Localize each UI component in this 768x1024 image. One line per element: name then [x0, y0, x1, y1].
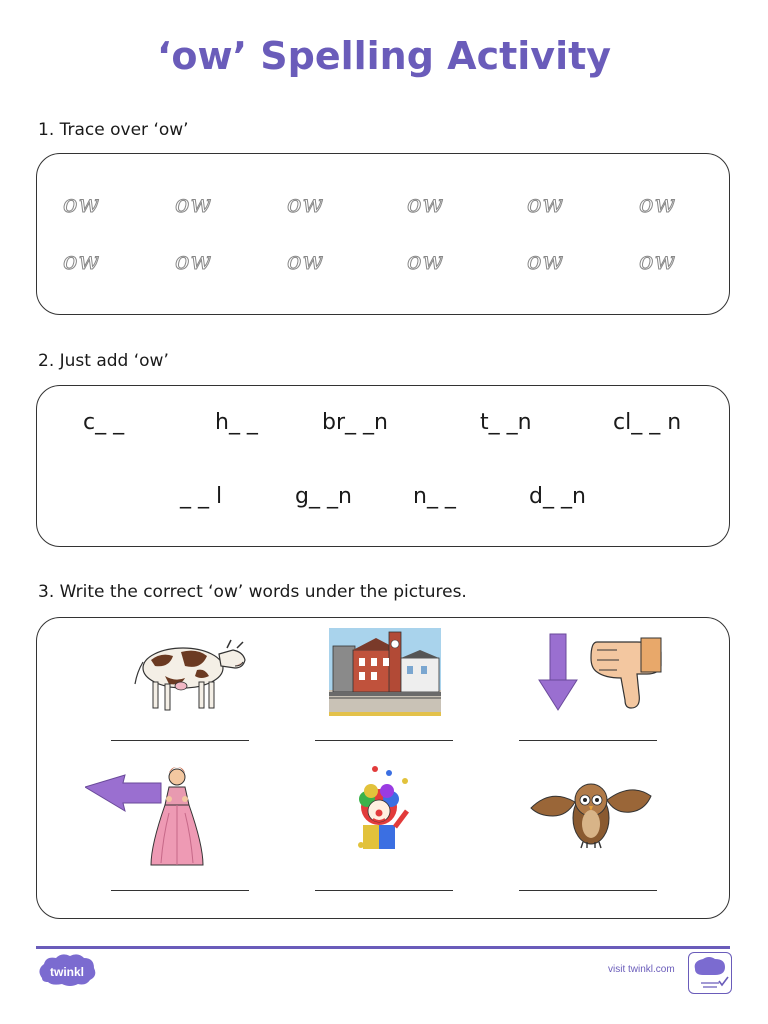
quality-badge: [688, 952, 732, 994]
trace-word[interactable]: ow: [63, 247, 100, 275]
fill-in-word[interactable]: g_ _n: [295, 484, 352, 509]
pictures-box: [36, 617, 730, 919]
fill-in-word[interactable]: _ _ l: [180, 484, 223, 509]
question-2-label: 2. Just add ‘ow’: [38, 351, 169, 371]
trace-word[interactable]: ow: [527, 190, 564, 218]
town-image: [329, 628, 441, 716]
owl-image: [529, 778, 653, 850]
add-ow-box: [36, 385, 730, 547]
down-thumb-image: [537, 628, 663, 716]
fill-in-word[interactable]: br_ _n: [322, 410, 388, 435]
answer-line[interactable]: [315, 740, 453, 741]
trace-word[interactable]: ow: [527, 247, 564, 275]
answer-line[interactable]: [111, 890, 249, 891]
trace-word[interactable]: ow: [287, 190, 324, 218]
page-title: ‘ow’ Spelling Activity: [156, 34, 612, 78]
cow-image: [131, 632, 249, 716]
visit-link[interactable]: visit twinkl.com: [608, 964, 675, 975]
trace-word[interactable]: ow: [175, 247, 212, 275]
quality-badge-icon: [689, 953, 730, 992]
gown-princess-image: [85, 763, 215, 871]
trace-word[interactable]: ow: [287, 247, 324, 275]
question-3-label: 3. Write the correct ‘ow’ words under the pictures.: [38, 582, 467, 602]
answer-line[interactable]: [519, 890, 657, 891]
trace-box: [36, 153, 730, 315]
clown-image: [353, 763, 417, 855]
answer-line[interactable]: [519, 740, 657, 741]
answer-line[interactable]: [315, 890, 453, 891]
trace-word[interactable]: ow: [639, 190, 676, 218]
twinkl-logo[interactable]: [36, 954, 98, 988]
trace-word[interactable]: ow: [175, 190, 212, 218]
fill-in-word[interactable]: h_ _: [215, 410, 258, 435]
twinkl-logo-text: twinkl: [49, 965, 85, 979]
trace-word[interactable]: ow: [639, 247, 676, 275]
fill-in-word[interactable]: cl_ _ n: [613, 410, 682, 435]
trace-word[interactable]: ow: [407, 190, 444, 218]
fill-in-word[interactable]: c_ _: [83, 410, 125, 435]
fill-in-word[interactable]: n_ _: [413, 484, 456, 509]
trace-word[interactable]: ow: [63, 190, 100, 218]
footer-divider: [36, 946, 730, 949]
answer-line[interactable]: [111, 740, 249, 741]
question-1-label: 1. Trace over ‘ow’: [38, 120, 189, 140]
fill-in-word[interactable]: d_ _n: [529, 484, 586, 509]
fill-in-word[interactable]: t_ _n: [480, 410, 532, 435]
trace-word[interactable]: ow: [407, 247, 444, 275]
